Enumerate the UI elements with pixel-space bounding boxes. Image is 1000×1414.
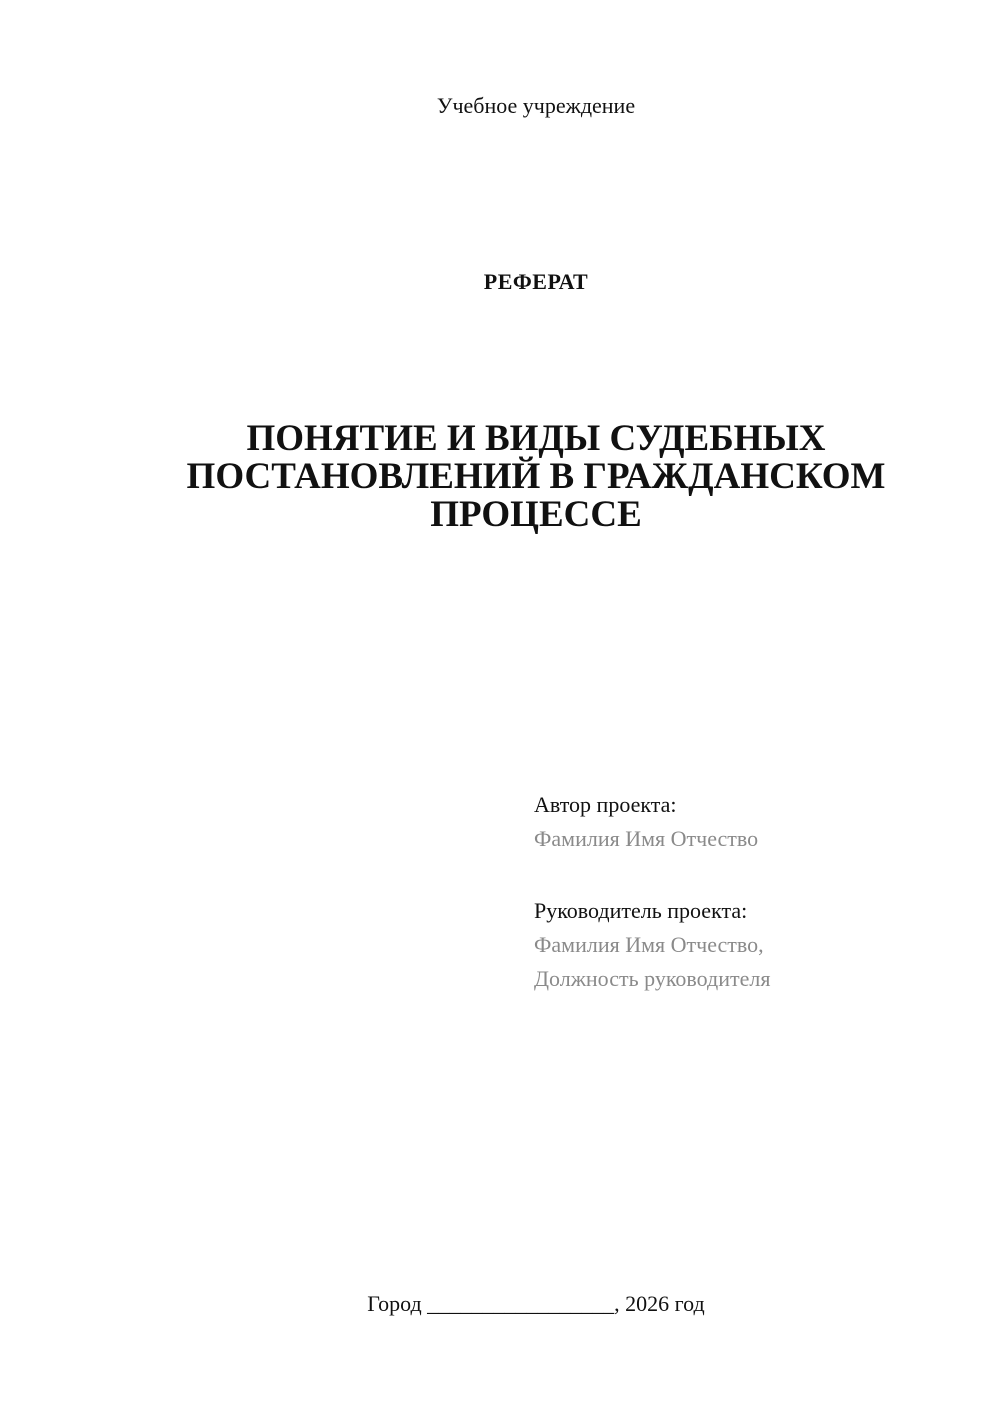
title-line-3: ПРОЦЕССЕ — [430, 494, 642, 535]
supervisor-label: Руководитель проекта: — [534, 898, 748, 923]
document-type: РЕФЕРАТ — [483, 269, 589, 294]
credits-block — [534, 788, 974, 996]
institution-name: Учебное учреждение — [436, 93, 636, 118]
document-title — [150, 420, 922, 534]
title-line-1: ПОНЯТИЕ И ВИДЫ СУДЕБНЫХ — [246, 418, 826, 459]
supervisor-name-placeholder: Фамилия Имя Отчество, — [534, 932, 764, 957]
spacer — [534, 856, 974, 894]
city-year-line: Город _________________, 2026 год — [367, 1291, 705, 1316]
title-line-2: ПОСТАНОВЛЕНИЙ В ГРАЖДАНСКОМ — [186, 456, 886, 497]
supervisor-position-placeholder: Должность руководителя — [534, 966, 771, 991]
author-name-placeholder: Фамилия Имя Отчество — [534, 826, 759, 851]
author-label: Автор проекта: — [534, 792, 677, 817]
